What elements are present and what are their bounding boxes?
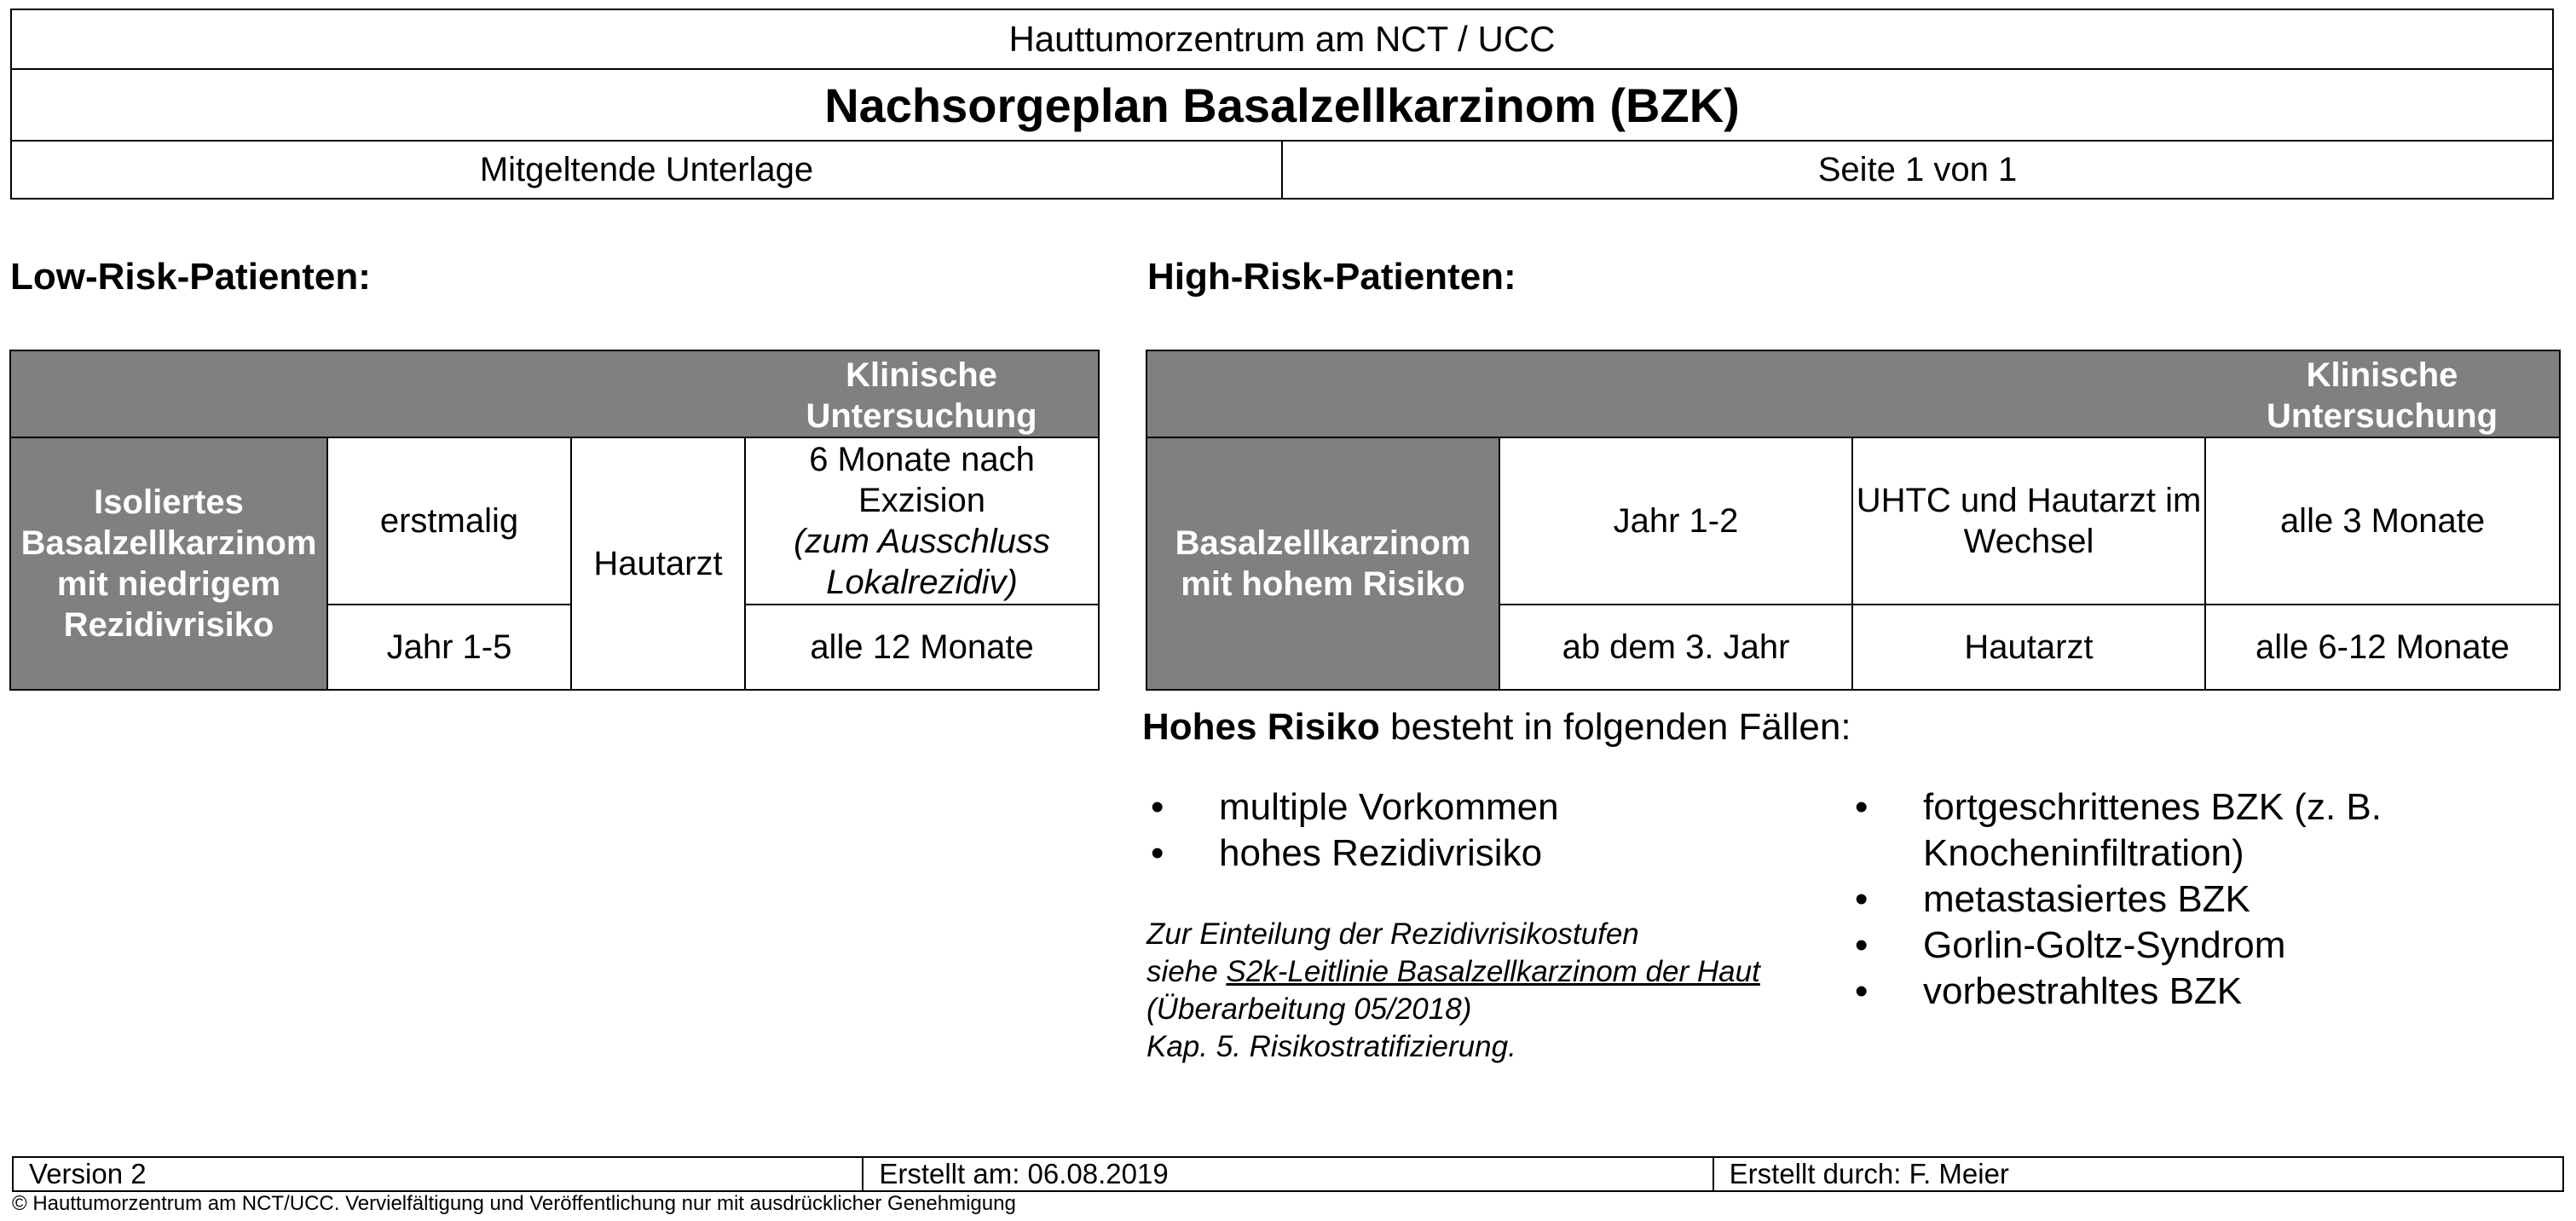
note-prefix: siehe xyxy=(1146,955,1227,988)
low-risk-period-1: erstmalig xyxy=(327,437,571,605)
list-item: • vorbestrahltes BZK xyxy=(1855,969,2554,1015)
guideline-link[interactable]: S2k-Leitlinie Basalzellkarzinom der Haut xyxy=(1226,955,1760,988)
org-name: Hauttumorzentrum am NCT / UCC xyxy=(12,10,2552,70)
low-risk-header-spacer xyxy=(10,350,745,437)
footer-created-by: Erstellt durch: F. Meier xyxy=(1713,1158,2562,1190)
low-risk-title: Low-Risk-Patienten: xyxy=(10,256,371,298)
copyright-notice: © Hauttumorzentrum am NCT/UCC. Vervielfältigung und Veröffentlichung nur mit ausdrücklicher Genehmigung xyxy=(12,1192,1016,1215)
note-line-1: Zur Einteilung der Rezidivrisikostufen xyxy=(1146,917,1639,951)
high-risk-table xyxy=(1146,350,2561,691)
low-risk-table xyxy=(9,350,1100,691)
high-risk-criteria-rest: besteht in folgenden Fällen: xyxy=(1379,706,1851,748)
high-risk-examiner-1: UHTC und Hautarzt im Wechsel xyxy=(1852,437,2205,605)
criteria-list-right xyxy=(1855,784,2554,1015)
high-risk-interval-1: alle 3 Monate xyxy=(2205,437,2560,605)
header-meta-row xyxy=(12,142,2552,198)
low-risk-interval-2: alle 12 Monate xyxy=(745,605,1099,690)
low-risk-interval-1-main: 6 Monate nach Exzision xyxy=(809,441,1035,519)
low-risk-interval-1-note: (zum Ausschluss Lokalrezidiv) xyxy=(794,523,1050,601)
footer-version: Version 2 xyxy=(29,1158,147,1189)
list-item: • metastasiertes BZK xyxy=(1855,877,2554,923)
high-risk-criteria-bold: Hohes Risiko xyxy=(1142,706,1380,748)
low-risk-interval-1 xyxy=(745,437,1099,605)
list-item: • Gorlin-Goltz-Syndrom xyxy=(1855,923,2554,969)
high-risk-title: High-Risk-Patienten: xyxy=(1147,256,1516,298)
high-risk-group-label: Basalzellkarzinom mit hohem Risiko xyxy=(1146,437,1499,690)
low-risk-col-header: Klinische Untersuchung xyxy=(745,350,1099,437)
criteria-list-left xyxy=(1151,784,1833,877)
document-footer xyxy=(12,1156,2564,1192)
document-title: Nachsorgeplan Basalzellkarzinom (BZK) xyxy=(12,70,2552,142)
high-risk-criteria-heading xyxy=(1142,706,1851,749)
low-risk-examiner: Hautarzt xyxy=(571,437,745,690)
list-item: • fortgeschrittenes BZK (z. B. Knocheninfiltration) xyxy=(1855,784,2554,877)
list-item: • hohes Rezidivrisiko xyxy=(1151,830,1833,877)
page-indicator: Seite 1 von 1 xyxy=(1817,150,2018,188)
high-risk-header-spacer xyxy=(1146,350,2205,437)
note-line-2 xyxy=(1146,953,1760,991)
low-risk-group-label: Isoliertes Basalzellkarzinom mit niedrigem Rezidivrisiko xyxy=(10,437,327,690)
high-risk-examiner-2: Hautarzt xyxy=(1852,605,2205,690)
high-risk-interval-2: alle 6-12 Monate xyxy=(2205,605,2560,690)
note-line-3: (Überarbeitung 05/2018) xyxy=(1146,992,1472,1026)
high-risk-col-header: Klinische Untersuchung xyxy=(2205,350,2560,437)
guideline-note xyxy=(1146,916,1760,1066)
high-risk-period-2: ab dem 3. Jahr xyxy=(1499,605,1852,690)
list-item: • multiple Vorkommen xyxy=(1151,784,1833,830)
doc-type: Mitgeltende Unterlage xyxy=(12,142,1283,198)
high-risk-period-1: Jahr 1-2 xyxy=(1499,437,1852,605)
low-risk-period-2: Jahr 1-5 xyxy=(327,605,571,690)
footer-created-on: Erstellt am: 06.08.2019 xyxy=(862,1158,1712,1190)
document-header xyxy=(10,9,2554,200)
note-line-4: Kap. 5. Risikostratifizierung. xyxy=(1146,1030,1516,1063)
